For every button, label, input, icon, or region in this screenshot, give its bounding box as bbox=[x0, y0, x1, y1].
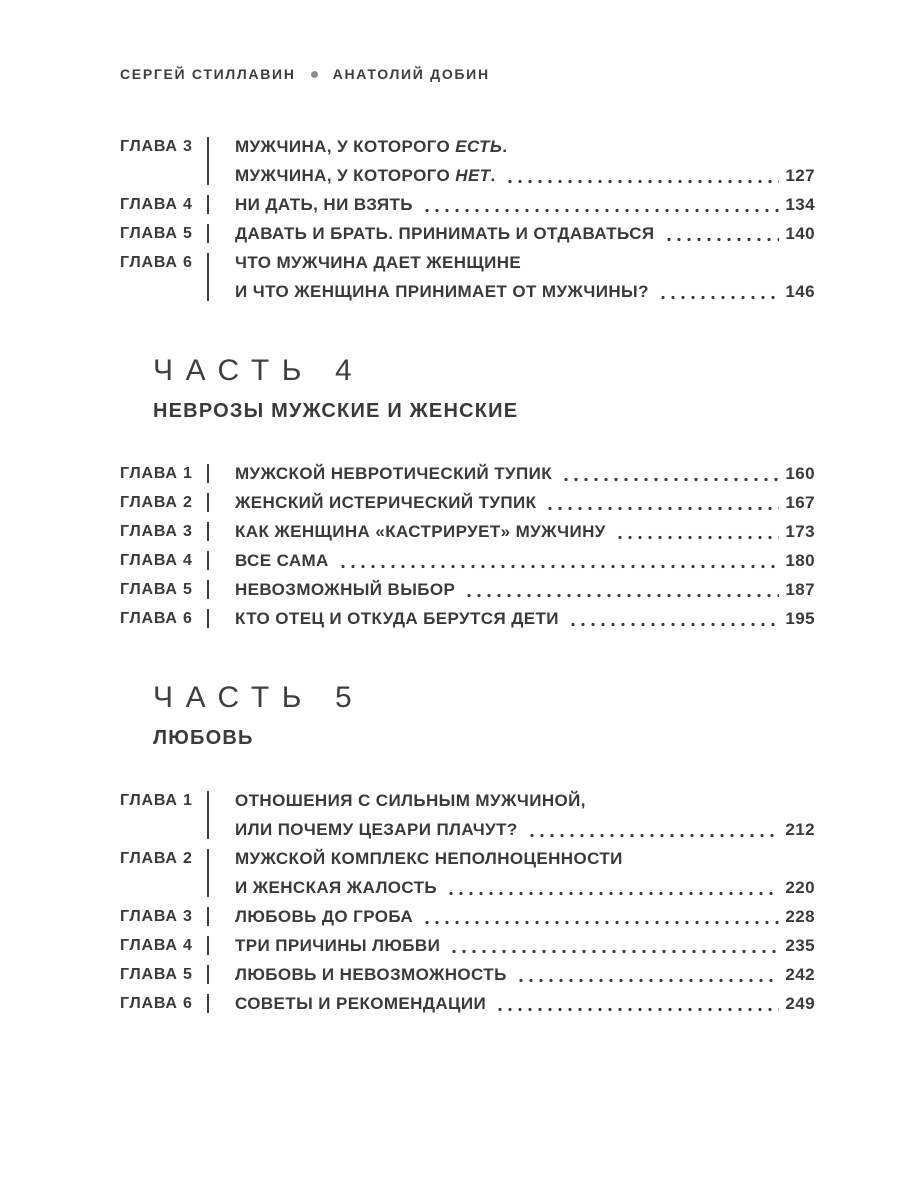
toc bbox=[120, 132, 815, 1018]
chapter-divider bbox=[207, 195, 209, 214]
chapter-label: ГЛАВА 5 bbox=[120, 581, 193, 598]
page-number: 235 bbox=[785, 936, 815, 955]
page-number: 146 bbox=[785, 282, 815, 301]
page-number: 167 bbox=[785, 493, 815, 512]
title-block bbox=[235, 989, 815, 1018]
dot-leader bbox=[561, 459, 779, 488]
toc-entry bbox=[120, 844, 815, 902]
author-name-right: АНАТОЛИЙ ДОБИН bbox=[332, 66, 490, 82]
title-block bbox=[235, 219, 815, 248]
dot-leader bbox=[422, 190, 779, 219]
title-text: КТО ОТЕЦ И ОТКУДА БЕРУТСЯ ДЕТИ bbox=[235, 609, 559, 628]
dot-leader bbox=[449, 931, 779, 960]
toc-entry bbox=[120, 786, 815, 844]
toc-entry bbox=[120, 575, 815, 604]
chapter-divider bbox=[207, 936, 209, 955]
title-line bbox=[235, 219, 815, 248]
title-block bbox=[235, 960, 815, 989]
title-text: СОВЕТЫ И РЕКОМЕНДАЦИИ bbox=[235, 994, 487, 1013]
part-subtitle: НЕВРОЗЫ МУЖСКИЕ И ЖЕНСКИЕ bbox=[153, 400, 519, 422]
title-line bbox=[235, 517, 815, 546]
title-text: НИ ДАТЬ, НИ ВЗЯТЬ bbox=[235, 195, 413, 214]
dot-leader bbox=[338, 546, 780, 575]
chapter-label: ГЛАВА 5 bbox=[120, 966, 193, 983]
chapter-label: ГЛАВА 3 bbox=[120, 908, 193, 925]
toc-entry bbox=[120, 132, 815, 190]
chapter-divider bbox=[207, 791, 209, 839]
title-text: ТРИ ПРИЧИНЫ ЛЮБВИ bbox=[235, 936, 441, 955]
title-line bbox=[235, 989, 815, 1018]
title-text: НЕВОЗМОЖНЫЙ ВЫБОР bbox=[235, 580, 456, 599]
chapter-divider bbox=[207, 580, 209, 599]
title-line bbox=[235, 132, 815, 161]
part-heading bbox=[153, 681, 815, 750]
chapter-label: ГЛАВА 6 bbox=[120, 254, 193, 271]
chapter-label: ГЛАВА 2 bbox=[120, 850, 193, 867]
toc-entry bbox=[120, 517, 815, 546]
page-number: 220 bbox=[785, 878, 815, 897]
title-block bbox=[235, 132, 815, 190]
title-line bbox=[235, 604, 815, 633]
dot-leader bbox=[527, 815, 780, 844]
page-number: 127 bbox=[785, 166, 815, 185]
chapter-label: ГЛАВА 1 bbox=[120, 792, 193, 809]
title-line bbox=[235, 161, 815, 190]
chapter-divider bbox=[207, 907, 209, 926]
title-block bbox=[235, 190, 815, 219]
page-number: 173 bbox=[785, 522, 815, 541]
toc-entry bbox=[120, 248, 815, 306]
title-line bbox=[235, 546, 815, 575]
title-block bbox=[235, 902, 815, 931]
title-block bbox=[235, 786, 815, 844]
chapter-label: ГЛАВА 3 bbox=[120, 138, 193, 155]
title-text: И ЧТО ЖЕНЩИНА ПРИНИМАЕТ ОТ МУЖЧИНЫ? bbox=[235, 282, 649, 301]
part-label: ЧАСТЬ 5 bbox=[153, 681, 365, 714]
dot-leader bbox=[615, 517, 780, 546]
title-line bbox=[235, 873, 815, 902]
title-block bbox=[235, 931, 815, 960]
title-line bbox=[235, 190, 815, 219]
chapter-label: ГЛАВА 1 bbox=[120, 465, 193, 482]
title-text: ОТНОШЕНИЯ С СИЛЬНЫМ МУЖЧИНОЙ, bbox=[235, 791, 586, 810]
title-line bbox=[235, 931, 815, 960]
chapter-divider bbox=[207, 965, 209, 984]
chapter-divider bbox=[207, 224, 209, 243]
chapter-label: ГЛАВА 5 bbox=[120, 225, 193, 242]
chapter-label: ГЛАВА 2 bbox=[120, 494, 193, 511]
dot-leader bbox=[516, 960, 780, 989]
page-number: 140 bbox=[785, 224, 815, 243]
title-block bbox=[235, 459, 815, 488]
toc-entry bbox=[120, 931, 815, 960]
title-line bbox=[235, 575, 815, 604]
title-line bbox=[235, 488, 815, 517]
title-line bbox=[235, 902, 815, 931]
title-block bbox=[235, 575, 815, 604]
toc-entry bbox=[120, 546, 815, 575]
title-block bbox=[235, 844, 815, 902]
title-text: И ЖЕНСКАЯ ЖАЛОСТЬ bbox=[235, 878, 438, 897]
title-block bbox=[235, 604, 815, 633]
page-header bbox=[120, 66, 815, 82]
title-text: ДАВАТЬ И БРАТЬ. ПРИНИМАТЬ И ОТДАВАТЬСЯ bbox=[235, 224, 655, 243]
part-heading bbox=[153, 354, 815, 423]
title-line bbox=[235, 960, 815, 989]
chapter-divider bbox=[207, 609, 209, 628]
separator-dot-icon bbox=[311, 71, 318, 78]
title-text: МУЖСКОЙ НЕВРОТИЧЕСКИЙ ТУПИК bbox=[235, 464, 552, 483]
dot-leader bbox=[495, 989, 779, 1018]
chapter-label: ГЛАВА 4 bbox=[120, 937, 193, 954]
chapter-label: ГЛАВА 6 bbox=[120, 995, 193, 1012]
dot-leader bbox=[464, 575, 779, 604]
author-name-left: СЕРГЕЙ СТИЛЛАВИН bbox=[120, 66, 296, 82]
dot-leader bbox=[568, 604, 780, 633]
page-number: 249 bbox=[785, 994, 815, 1013]
page-number: 187 bbox=[785, 580, 815, 599]
chapter-divider bbox=[207, 849, 209, 897]
title-line bbox=[235, 786, 815, 815]
chapter-label: ГЛАВА 3 bbox=[120, 523, 193, 540]
title-line bbox=[235, 815, 815, 844]
title-text: МУЖЧИНА, У КОТОРОГО НЕТ. bbox=[235, 166, 496, 185]
title-text: ИЛИ ПОЧЕМУ ЦЕЗАРИ ПЛАЧУТ? bbox=[235, 820, 518, 839]
page-number: 160 bbox=[785, 464, 815, 483]
toc-entry bbox=[120, 459, 815, 488]
title-text: ЛЮБОВЬ И НЕВОЗМОЖНОСТЬ bbox=[235, 965, 507, 984]
dot-leader bbox=[446, 873, 779, 902]
title-line bbox=[235, 248, 815, 277]
toc-entry bbox=[120, 190, 815, 219]
title-line bbox=[235, 459, 815, 488]
chapter-label: ГЛАВА 4 bbox=[120, 552, 193, 569]
chapter-divider bbox=[207, 994, 209, 1013]
chapter-label: ГЛАВА 6 bbox=[120, 610, 193, 627]
title-text: ЧТО МУЖЧИНА ДАЕТ ЖЕНЩИНЕ bbox=[235, 253, 522, 272]
title-block bbox=[235, 517, 815, 546]
page-number: 180 bbox=[785, 551, 815, 570]
dot-leader bbox=[505, 161, 780, 190]
toc-entry bbox=[120, 219, 815, 248]
dot-leader bbox=[545, 488, 779, 517]
page-number: 242 bbox=[785, 965, 815, 984]
page-number: 134 bbox=[785, 195, 815, 214]
page-number: 212 bbox=[785, 820, 815, 839]
entry-list bbox=[120, 786, 815, 1018]
chapter-divider bbox=[207, 253, 209, 301]
title-line bbox=[235, 277, 815, 306]
chapter-label: ГЛАВА 4 bbox=[120, 196, 193, 213]
chapter-divider bbox=[207, 551, 209, 570]
dot-leader bbox=[658, 277, 780, 306]
title-text: ЖЕНСКИЙ ИСТЕРИЧЕСКИЙ ТУПИК bbox=[235, 493, 537, 512]
toc-entry bbox=[120, 488, 815, 517]
dot-leader bbox=[422, 902, 779, 931]
title-text: МУЖЧИНА, У КОТОРОГО ЕСТЬ. bbox=[235, 137, 508, 156]
title-block bbox=[235, 248, 815, 306]
title-block bbox=[235, 488, 815, 517]
title-block bbox=[235, 546, 815, 575]
title-text: МУЖСКОЙ КОМПЛЕКС НЕПОЛНОЦЕННОСТИ bbox=[235, 849, 623, 868]
entry-list bbox=[120, 132, 815, 306]
title-line bbox=[235, 844, 815, 873]
page-number: 195 bbox=[785, 609, 815, 628]
page-number: 228 bbox=[785, 907, 815, 926]
part-label: ЧАСТЬ 4 bbox=[153, 354, 365, 387]
title-text: КАК ЖЕНЩИНА «КАСТРИРУЕТ» МУЖЧИНУ bbox=[235, 522, 606, 541]
chapter-divider bbox=[207, 493, 209, 512]
entry-list bbox=[120, 459, 815, 633]
toc-entry bbox=[120, 604, 815, 633]
title-text: ВСЕ САМА bbox=[235, 551, 329, 570]
title-text: ЛЮБОВЬ ДО ГРОБА bbox=[235, 907, 414, 926]
toc-entry bbox=[120, 960, 815, 989]
part-subtitle: ЛЮБОВЬ bbox=[153, 727, 254, 749]
chapter-divider bbox=[207, 464, 209, 483]
chapter-divider bbox=[207, 522, 209, 541]
chapter-divider bbox=[207, 137, 209, 185]
toc-entry bbox=[120, 902, 815, 931]
dot-leader bbox=[664, 219, 780, 248]
toc-entry bbox=[120, 989, 815, 1018]
